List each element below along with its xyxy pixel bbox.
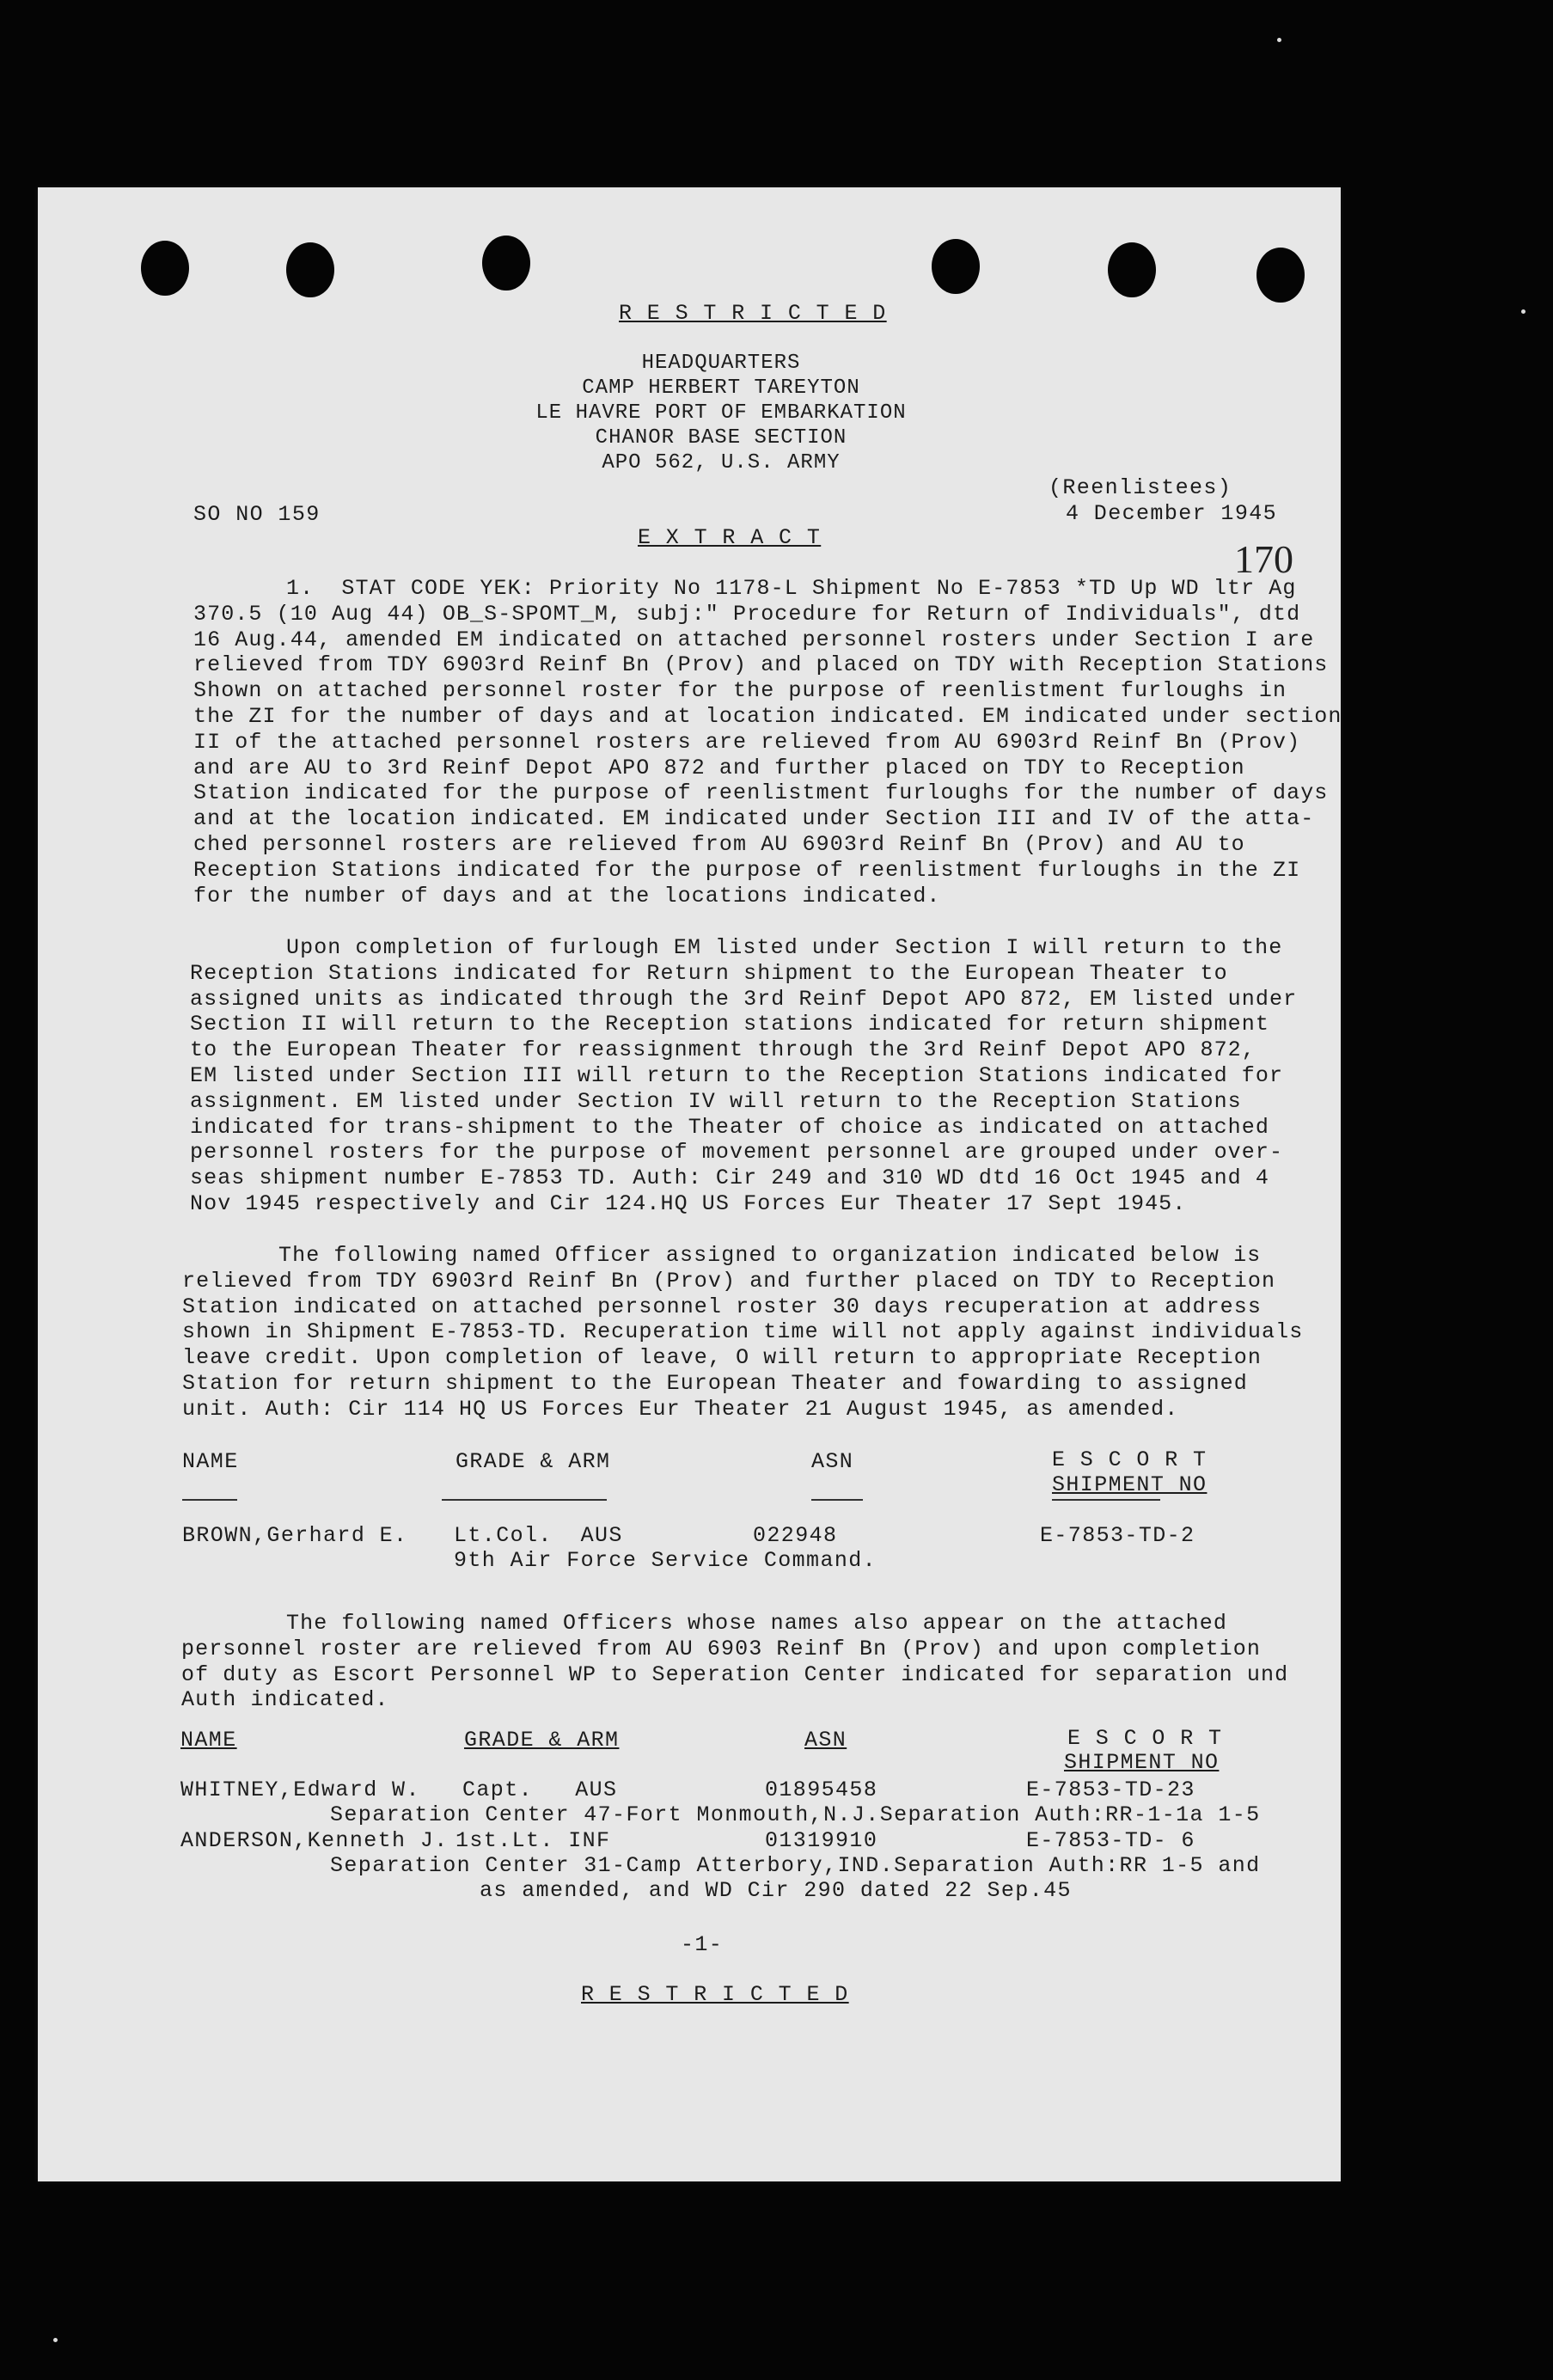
- table2-header-asn: ASN: [804, 1728, 847, 1753]
- text-line: Station for return shipment to the European Theater and fowarding to assigned: [182, 1370, 1248, 1396]
- officer-note: Separation Center 47-Fort Monmouth,N.J.Separation Auth:RR-1-1a 1-5: [330, 1802, 1261, 1827]
- scan-speck: [1521, 309, 1525, 314]
- org-line: CAMP HERBERT TAREYTON: [582, 376, 860, 400]
- order-date: 4 December 1945: [1066, 501, 1278, 526]
- text-line: Station indicated on attached personnel roster 30 days recuperation at address: [182, 1294, 1262, 1319]
- text-line: unit. Auth: Cir 114 HQ US Forces Eur Theater 21 August 1945, as amended.: [182, 1396, 1179, 1422]
- table1-header-grade: GRADE & ARM: [456, 1449, 611, 1474]
- text-line: the ZI for the number of days and at location indicated. EM indicated under section: [193, 703, 1342, 729]
- text-line: assignment. EM listed under Section IV will return to the Reception Stations: [190, 1088, 1242, 1114]
- order-number: SO NO 159: [193, 502, 321, 527]
- restricted-footer: R E S T R I C T E D: [581, 1982, 849, 2007]
- table1-header-escort: E S C O R T: [1052, 1447, 1208, 1472]
- text-line: Nov 1945 respectively and Cir 124.HQ US Forces Eur Theater 17 Sept 1945.: [190, 1190, 1187, 1216]
- restricted-header: R E S T R I C T E D: [619, 301, 887, 326]
- header-rule: [442, 1499, 607, 1501]
- page-stamp: 170: [1234, 537, 1293, 581]
- text-line: Section II will return to the Reception stations indicated for return shipment: [190, 1012, 1269, 1037]
- org-line: CHANOR BASE SECTION: [595, 426, 847, 450]
- scan-speck: [1277, 38, 1281, 42]
- scan-speck: [53, 2338, 58, 2342]
- punch-hole: [932, 239, 980, 294]
- table2-header-escort: E S C O R T: [1067, 1726, 1223, 1751]
- table1-header-asn: ASN: [811, 1449, 854, 1474]
- text-line: The following named Officer assigned to organization indicated below is: [278, 1243, 1262, 1268]
- officer-asn: 01319910: [765, 1828, 878, 1853]
- punch-hole: [1256, 248, 1305, 303]
- text-line: seas shipment number E-7853 TD. Auth: Cir 249 and 310 WD dtd 16 Oct 1945 and 4: [190, 1166, 1269, 1191]
- paragraph-4: [181, 1611, 1288, 1713]
- officer-grade: Lt.Col. AUS: [454, 1523, 623, 1548]
- page-number: -1-: [681, 1932, 724, 1957]
- officer-shipment: E-7853-TD- 6: [1026, 1828, 1195, 1853]
- table2-header-name: NAME: [180, 1728, 237, 1753]
- text-line: personnel roster are relieved from AU 6903 Reinf Bn (Prov) and upon completion: [181, 1636, 1261, 1661]
- text-line: assigned units as indicated through the 3rd Reinf Depot APO 872, EM listed under: [190, 986, 1298, 1012]
- paragraph-1: [193, 576, 1342, 909]
- text-line: Reception Stations indicated for the purpose of reenlistment furloughs in the ZI: [193, 857, 1301, 883]
- officer-asn: 01895458: [765, 1777, 878, 1802]
- paragraph-2: [190, 935, 1297, 1217]
- table1-header-name: NAME: [182, 1449, 239, 1474]
- header-rule: [811, 1499, 863, 1501]
- text-line: and at the location indicated. EM indicated under Section III and IV of the atta-: [193, 806, 1315, 832]
- punch-hole: [286, 242, 334, 297]
- text-line: Shown on attached personnel roster for the purpose of reenlistment furloughs in: [193, 678, 1287, 704]
- header-rule: [1052, 1499, 1160, 1501]
- text-line: Upon completion of furlough EM listed under Section I will return to the: [286, 935, 1283, 960]
- text-line: II of the attached personnel rosters are relieved from AU 6903rd Reinf Bn (Prov): [193, 729, 1301, 755]
- org-line: HEADQUARTERS: [641, 352, 801, 375]
- text-line: relieved from TDY 6903rd Reinf Bn (Prov) and further placed on TDY to Reception: [182, 1268, 1276, 1294]
- officer-note: 9th Air Force Service Command.: [454, 1548, 877, 1573]
- reenlistees-label: (Reenlistees): [1049, 475, 1232, 500]
- punch-hole: [141, 241, 189, 296]
- text-line: leave credit. Upon completion of leave, O will return to appropriate Reception: [182, 1345, 1262, 1371]
- text-line: Reception Stations indicated for Return shipment to the European Theater to: [190, 960, 1228, 986]
- punch-hole: [1108, 242, 1156, 297]
- punch-hole: [482, 236, 530, 291]
- text-line: The following named Officers whose names also appear on the attached: [286, 1611, 1227, 1636]
- text-line: indicated for trans-shipment to the Theater of choice as indicated on attached: [190, 1114, 1269, 1140]
- text-line: EM listed under Section III will return to the Reception Stations indicated for: [190, 1062, 1284, 1088]
- officer-grade: 1st.Lt. INF: [456, 1828, 611, 1853]
- officer-shipment: E-7853-TD-23: [1026, 1777, 1195, 1802]
- table2-header-shipment: SHIPMENT NO: [1064, 1750, 1220, 1775]
- text-line: relieved from TDY 6903rd Reinf Bn (Prov) and placed on TDY with Reception Stations: [193, 652, 1329, 678]
- text-line: ched personnel rosters are relieved from AU 6903rd Reinf Bn (Prov) and AU to: [193, 831, 1245, 857]
- header-rule: [182, 1499, 237, 1501]
- officer-name: BROWN,Gerhard E.: [182, 1523, 408, 1548]
- document-page: [38, 187, 1341, 2181]
- text-line: of duty as Escort Personnel WP to Seperation Center indicated for separation und: [181, 1661, 1289, 1687]
- org-block: [519, 351, 923, 475]
- officer-name: WHITNEY,Edward W.: [180, 1777, 420, 1802]
- table1-header-shipment: SHIPMENT NO: [1052, 1472, 1208, 1497]
- text-line: to the European Theater for reassignment through the 3rd Reinf Depot APO 872,: [190, 1037, 1256, 1063]
- text-line: for the number of days and at the locations indicated.: [193, 883, 941, 909]
- officer-note: Separation Center 31-Camp Atterbory,IND.Separation Auth:RR 1-5 and: [330, 1853, 1261, 1878]
- text-line: personnel rosters for the purpose of movement personnel are grouped under over-: [190, 1140, 1284, 1166]
- text-line: 16 Aug.44, amended EM indicated on attached personnel rosters under Section I are: [193, 627, 1315, 652]
- text-line: Auth indicated.: [181, 1687, 389, 1713]
- officer-name: ANDERSON,Kenneth J.: [180, 1828, 449, 1853]
- officer-note: as amended, and WD Cir 290 dated 22 Sep.45: [480, 1878, 1072, 1903]
- text-line: shown in Shipment E-7853-TD. Recuperation time will not apply against individuals: [182, 1319, 1304, 1345]
- text-line: 370.5 (10 Aug 44) OB_S-SPOMT_M, subj:" Procedure for Return of Individuals", dtd: [193, 601, 1301, 627]
- org-line: LE HAVRE PORT OF EMBARKATION: [535, 401, 907, 425]
- extract-heading: E X T R A C T: [638, 525, 822, 550]
- paragraph-3: [182, 1243, 1303, 1422]
- text-line: Station indicated for the purpose of reenlistment furloughs for the number of days: [193, 780, 1329, 806]
- officer-asn: 022948: [753, 1523, 838, 1548]
- officer-shipment: E-7853-TD-2: [1040, 1523, 1195, 1548]
- text-line: and are AU to 3rd Reinf Depot APO 872 and further placed on TDY to Reception: [193, 755, 1245, 780]
- officer-grade: Capt. AUS: [462, 1777, 618, 1802]
- table2-header-grade: GRADE & ARM: [464, 1728, 620, 1753]
- org-line: APO 562, U.S. ARMY: [602, 451, 841, 474]
- text-line: 1. STAT CODE YEK: Priority No 1178-L Shipment No E-7853 *TD Up WD ltr Ag: [286, 576, 1297, 601]
